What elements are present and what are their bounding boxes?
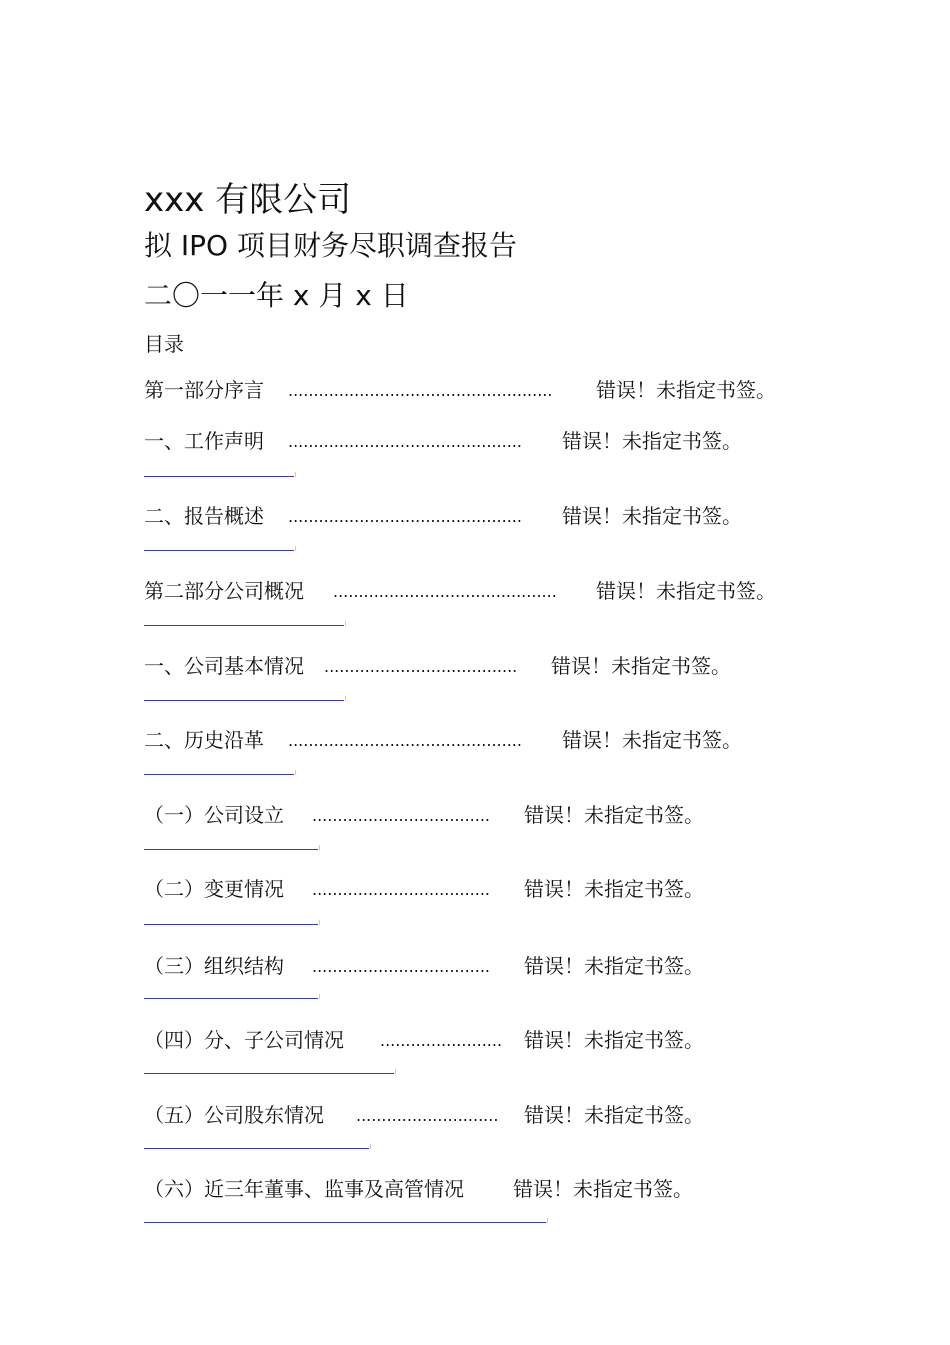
toc-entry-dots: ................................... [312,957,491,976]
toc-entry-error: 错误！未指定书签。 [524,803,704,827]
toc-entry-error: 错误！未指定书签。 [524,1103,704,1127]
toc-entry-label: 第二部分公司概况 [144,579,304,603]
toc-entry-label: 一、工作声明 [144,429,264,453]
toc-entry-dots: ............................ [356,1106,499,1125]
toc-entry-error: 错误！未指定书签。 [596,378,776,402]
toc-entry-error: 错误！未指定书签。 [562,429,742,453]
toc-link-underline[interactable] [144,998,318,999]
toc-entry[interactable] [144,874,714,904]
toc-link-underline[interactable] [144,1222,546,1223]
toc-entry[interactable] [144,651,744,681]
toc-link-underline[interactable] [144,1148,369,1149]
toc-link-underline[interactable] [144,625,344,626]
report-title: 拟 IPO 项目财务尽职调查报告 [144,229,517,262]
toc-entry-dots: .............................................. [288,731,522,750]
toc-entry-dots: ................................... [312,806,491,825]
toc-entry[interactable] [144,800,714,830]
toc-link-underline[interactable] [144,476,294,477]
toc-entry-label: （二）变更情况 [144,877,284,901]
toc-entry-label: （四）分、子公司情况 [144,1028,344,1052]
toc-entry[interactable] [144,426,754,456]
toc-entry-dots: .............................................. [288,432,522,451]
toc-entry[interactable] [144,1025,714,1055]
toc-link-underline[interactable] [144,550,294,551]
toc-entry[interactable] [144,501,754,531]
toc-entry-label: （三）组织结构 [144,954,284,978]
report-date: 二〇一一年 x 月 x 日 [144,279,409,312]
toc-entry-dots: ................................... [312,880,491,899]
toc-link-underline[interactable] [144,774,294,775]
toc-entry-label: 二、历史沿革 [144,728,264,752]
toc-entry-dots: ............................................ [333,582,557,601]
toc-entry[interactable] [144,576,784,606]
toc-entry-label: （一）公司设立 [144,803,284,827]
toc-entry[interactable] [144,375,784,405]
company-title: xxx 有限公司 [144,180,352,220]
toc-entry[interactable] [144,725,754,755]
toc-entry-error: 错误！未指定书签。 [562,728,742,752]
toc-entry-error: 错误！未指定书签。 [524,877,704,901]
toc-entry-dots: ........................ [380,1031,503,1050]
toc-entry[interactable] [144,1100,714,1130]
toc-link-underline[interactable] [144,1073,394,1074]
toc-entry-label: 一、公司基本情况 [144,654,304,678]
toc-entry-error: 错误！未指定书签。 [524,954,704,978]
toc-entry-dots: .................................................... [288,381,553,400]
toc-entry-error: 错误！未指定书签。 [524,1028,704,1052]
toc-entry[interactable] [144,1174,714,1204]
toc-link-underline[interactable] [144,700,344,701]
toc-entry-label: 第一部分序言 [144,378,264,402]
toc-entry-label: （六）近三年董事、监事及高管情况 [144,1177,464,1201]
toc-heading: 目录 [144,332,184,356]
toc-link-underline[interactable] [144,924,318,925]
toc-entry-error: 错误！未指定书签。 [596,579,776,603]
toc-entry-error: 错误！未指定书签。 [562,504,742,528]
toc-link-underline[interactable] [144,849,318,850]
toc-entry-dots: .............................................. [288,507,522,526]
toc-entry-label: 二、报告概述 [144,504,264,528]
toc-entry-error: 错误！未指定书签。 [551,654,731,678]
toc-entry[interactable] [144,951,714,981]
toc-entry-dots: ...................................... [324,657,518,676]
toc-entry-label: （五）公司股东情况 [144,1103,324,1127]
toc-entry-error: 错误！未指定书签。 [513,1177,693,1201]
